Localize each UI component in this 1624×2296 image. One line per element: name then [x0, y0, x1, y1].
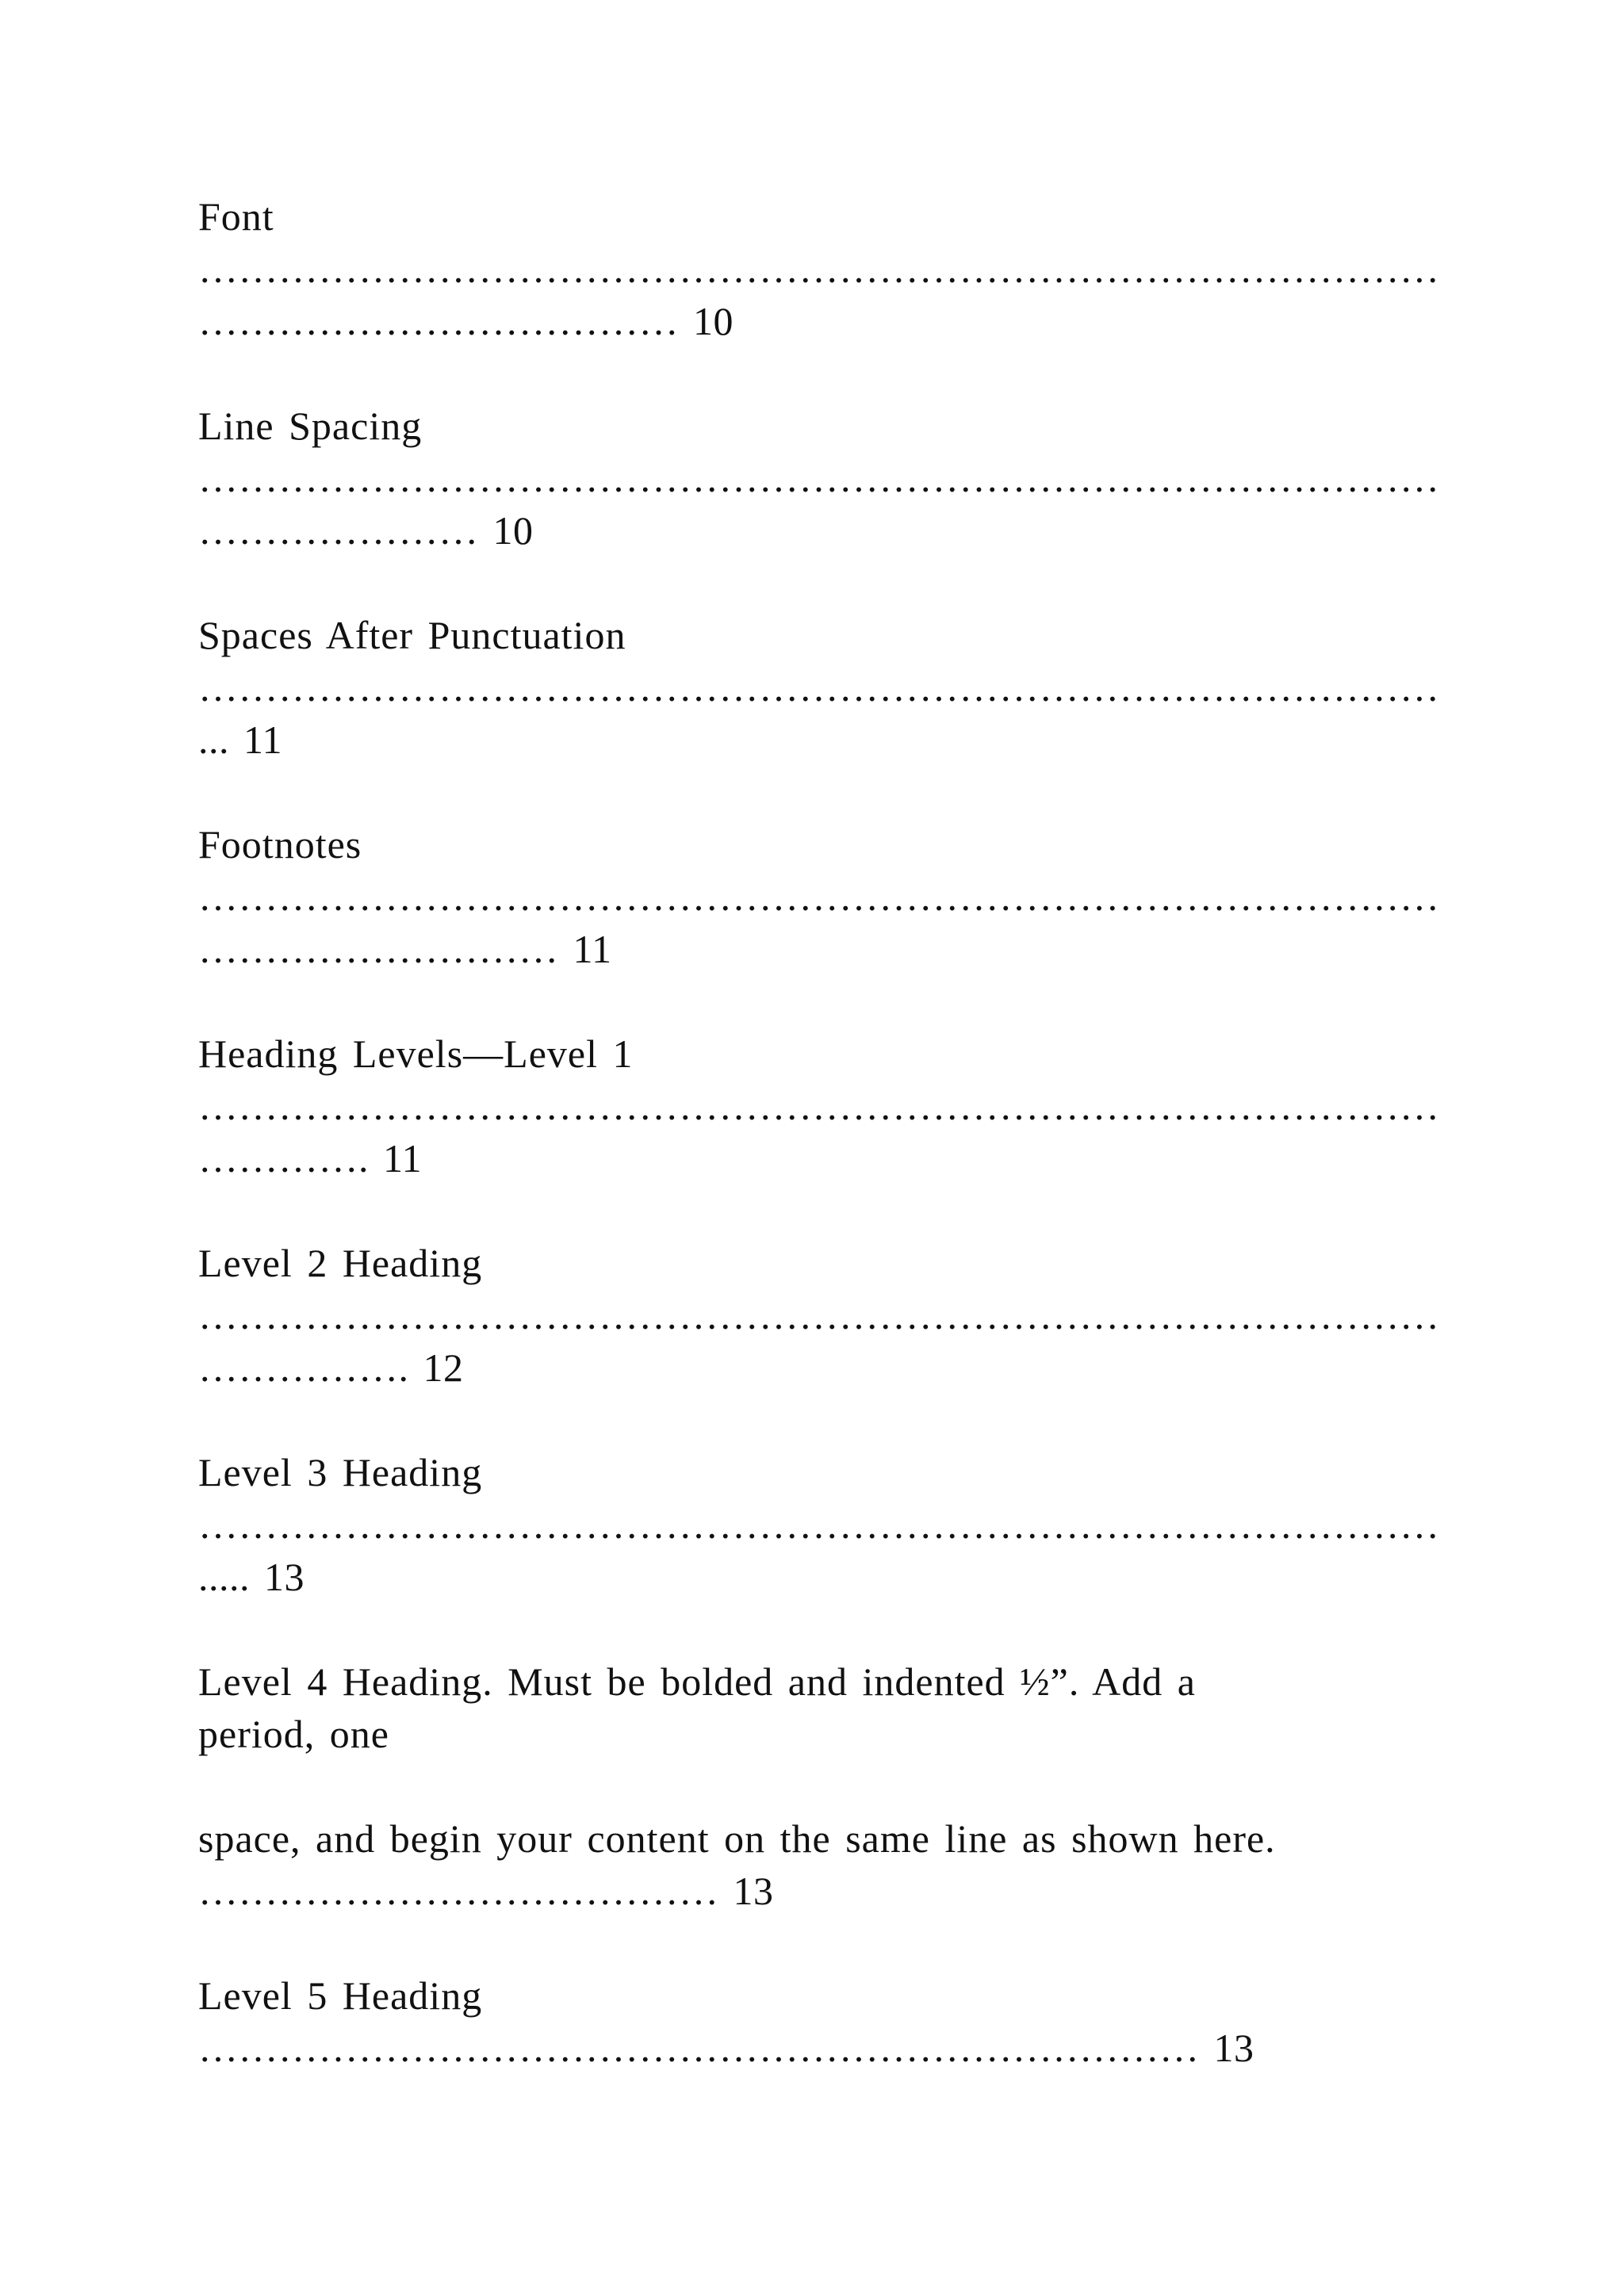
toc-entry-level-3-heading[interactable]: [198, 1446, 1440, 1603]
toc-entry-level-2-heading[interactable]: [198, 1237, 1440, 1394]
toc-leader-page-number: ……………………… 11: [198, 927, 612, 971]
toc-entry-title: Spaces After Punctuation: [198, 613, 626, 657]
toc-entry-heading-levels-level-1[interactable]: [198, 1027, 1440, 1184]
toc-entry-footnotes[interactable]: [198, 818, 1440, 975]
toc-leader-dots: …………………………………………………………………………………: [198, 247, 1440, 291]
toc-entry-line-spacing[interactable]: [198, 400, 1440, 557]
toc-entry-title: Level 5 Heading: [198, 1973, 483, 2018]
toc-leader-page-number: ..... 13: [198, 1555, 304, 1599]
toc-leader-page-number: …………. 11: [198, 1136, 423, 1181]
toc-entry-font[interactable]: [198, 190, 1440, 347]
toc-entry-title: space, and begin your content on the same line as shown here.: [198, 1816, 1276, 1861]
toc-leader-page-number: ………………………………………………………………… 13: [198, 2026, 1254, 2070]
toc-leader-page-number: ……………………………… 10: [198, 299, 733, 343]
toc-entry-title: Heading Levels—Level 1: [198, 1031, 634, 1076]
toc-leader-dots: …………………………………………………………………………………: [198, 665, 1440, 710]
toc-leader-dots: …………………………………………………………………………………: [198, 456, 1440, 500]
toc-entry-level-4-heading-continued[interactable]: [198, 1812, 1435, 1917]
toc-entry-title: Level 2 Heading: [198, 1241, 483, 1285]
toc-leader-page-number: ……………. 12: [198, 1345, 464, 1390]
toc-entry-title: Footnotes: [198, 822, 362, 867]
toc-entry-spaces-after-punctuation[interactable]: [198, 609, 1440, 766]
toc-entry-title: Level 4 Heading. Must be bolded and indented ½”. Add a: [198, 1659, 1196, 1704]
toc-leader-dots: …………………………………………………………………………………: [198, 1502, 1440, 1547]
toc-leader-dots: …………………………………………………………………………………: [198, 1293, 1440, 1337]
toc-entry-title: Font: [198, 194, 274, 239]
toc-leader-dots: …………………………………………………………………………………: [198, 1084, 1440, 1128]
toc-leader-page-number: ... 11: [198, 718, 283, 762]
toc-entry-level-5-heading[interactable]: [198, 1969, 1435, 2074]
toc-entry-level-4-heading[interactable]: [198, 1655, 1435, 1760]
toc-leader-dots: …………………………………………………………………………………: [198, 874, 1440, 919]
toc-page: [198, 190, 1440, 2126]
toc-entry-title-continued: period, one: [198, 1712, 389, 1756]
toc-entry-title: Line Spacing: [198, 404, 423, 448]
toc-leader-page-number: ………………… 10: [198, 508, 534, 553]
toc-entry-title: Level 3 Heading: [198, 1450, 483, 1494]
toc-leader-page-number: ………………………………… 13: [198, 1869, 774, 1913]
